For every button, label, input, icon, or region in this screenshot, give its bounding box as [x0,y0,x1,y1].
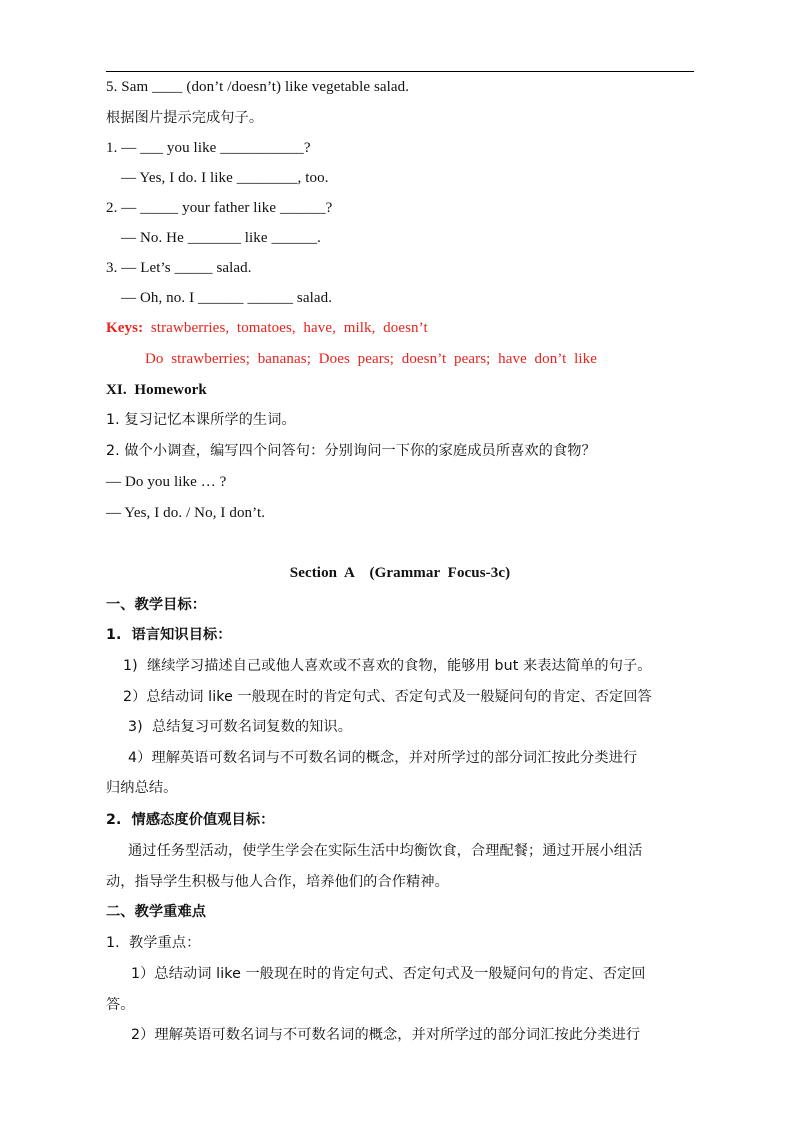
attitude-line-2: 动，指导学生积极与他人合作，培养他们的合作精神。 [106,874,449,890]
heading-key-difficult-points: 二、教学重难点 [106,904,207,920]
exercise-q3-answer: — Oh, no. I ______ ______ salad. [121,290,333,306]
attitude-line-1: 通过任务型活动，使学生学会在实际生活中均衡饮食，合理配餐；通过开展小组活 [128,843,643,859]
homework-heading: XI. Homework [106,382,207,398]
key-point-1-line-2: 答。 [106,997,135,1013]
goal-item-2: 2）总结动词 like 一般现在时的肯定句式、否定句式及一般疑问句的肯定、否定回答 [123,689,652,705]
header-rule [106,71,694,72]
heading-key-points: 1. 教学重点： [106,935,201,951]
key-point-1-line-1: 1）总结动词 like 一般现在时的肯定句式、否定句式及一般疑问句的肯定、否定回 [131,966,646,982]
homework-question: — Do you like … ? [106,474,227,490]
keys-line-1 [106,318,428,338]
goal-item-3: 3) 总结复习可数名词复数的知识。 [128,719,353,735]
exercise-item-5: 5. Sam ____ (don’t /doesn’t) like vegetable salad. [106,79,410,95]
exercise-q1-answer: — Yes, I do. I like ________, too. [121,170,329,186]
section-title: Section A (Grammar Focus-3c) [289,565,511,581]
heading-language-goals: 1. 语言知识目标： [106,627,232,643]
exercise-q1-question: 1. — ___ you like ___________? [106,140,311,156]
goal-item-1: 1) 继续学习描述自己或他人喜欢或不喜欢的食物，能够用 but 来表达简单的句子。 [123,658,652,674]
homework-item-2: 2. 做个小调查，编写四个问答句：分别询问一下你的家庭成员所喜欢的食物？ [106,443,596,459]
keys-answers-2: Do strawberries; bananas; Does pears; doesn’t pears; have don’t like [145,351,598,367]
key-point-2-line-1: 2）理解英语可数名词与不可数名词的概念，并对所学过的部分词汇按此分类进行 [131,1027,641,1043]
keys-answers-1: strawberries, tomatoes, have, milk, doesn’t [150,320,428,336]
goal-item-4-line-2: 归纳总结。 [106,780,178,796]
exercise-q3-question: 3. — Let’s _____ salad. [106,260,252,276]
exercise-q2-answer: — No. He _______ like ______. [121,230,321,246]
heading-teaching-goals: 一、教学目标： [106,597,207,613]
keys-label: Keys: [106,320,144,336]
goal-item-4-line-1: 4）理解英语可数名词与不可数名词的概念，并对所学过的部分词汇按此分类进行 [128,750,638,766]
homework-item-1: 1. 复习记忆本课所学的生词。 [106,412,296,428]
heading-attitude-goals: 2. 情感态度价值观目标： [106,812,275,828]
exercise-q2-question: 2. — _____ your father like ______? [106,200,333,216]
exercise-instruction: 根据图片提示完成句子。 [106,110,264,126]
homework-answer: — Yes, I do. / No, I don’t. [106,505,266,521]
